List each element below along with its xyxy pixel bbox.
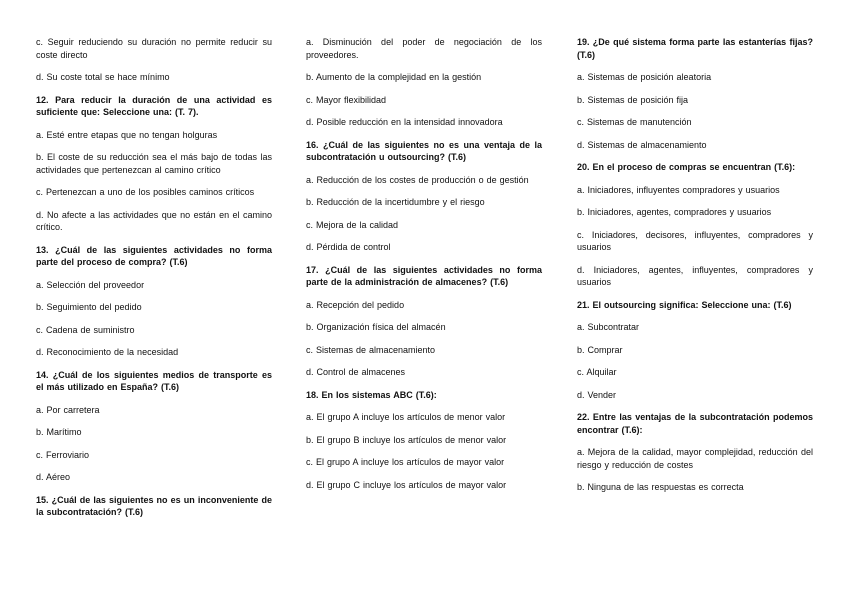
question-text: 21. El outsourcing significa: Seleccione una: (T.6)	[577, 299, 792, 310]
text-column-left	[36, 36, 272, 529]
answer-option: c. Sistemas de manutención	[577, 117, 692, 127]
answer-option: b. Iniciadores, agentes, compradores y usuarios	[577, 207, 772, 217]
answer-option: c. El grupo A incluye los artículos de mayor valor	[306, 457, 505, 467]
answer-option: b. Reducción de la incertidumbre y el riesgo	[306, 197, 485, 207]
question-text: 16. ¿Cuál de las siguientes no es una ventaja de la subcontratación u outsourcing? (T.6)	[306, 139, 542, 162]
answer-option: a. El grupo A incluye los artículos de menor valor	[306, 412, 506, 422]
answer-option: d. No afecte a las actividades que no están en el camino crítico.	[36, 209, 272, 232]
answer-option: a. Iniciadores, influyentes compradores y usuarios	[577, 184, 780, 195]
answer-option: c. Mayor flexibilidad	[306, 94, 387, 105]
answer-option: b. Comprar	[577, 344, 623, 355]
answer-option: b. Seguimiento del pedido	[36, 302, 142, 312]
question-text: 20. En el proceso de compras se encuentran (T.6):	[577, 162, 796, 172]
answer-option: c. Seguir reduciendo su duración no permite reducir su coste directo	[36, 37, 272, 60]
text-column-middle	[306, 36, 542, 501]
answer-option: b. Sistemas de posición fija	[577, 94, 689, 105]
answer-option: c. Cadena de suministro	[36, 324, 135, 335]
answer-option: c. Sistemas de almacenamiento	[306, 344, 436, 355]
answer-option: b. Aumento de la complejidad en la gestión	[306, 72, 482, 82]
text-column-right	[577, 36, 813, 504]
answer-option: b. Ninguna de las respuestas es correcta	[577, 482, 744, 492]
answer-option: c. Alquilar	[577, 367, 617, 377]
answer-option: c. Iniciadores, decisores, influyentes, compradores y usuarios	[577, 229, 813, 252]
answer-option: c. Pertenezcan a uno de los posibles caminos críticos	[36, 187, 255, 197]
question-text: 12. Para reducir la duración de una actividad es suficiente que: Seleccione una: (T. 7).	[36, 94, 272, 117]
question-text: 19. ¿De qué sistema forma parte las estanterías fijas? (T.6)	[577, 37, 813, 60]
answer-option: d. Control de almacenes	[306, 367, 406, 377]
answer-option: c. Ferroviario	[36, 449, 90, 460]
answer-option: d. Iniciadores, agentes, influyentes, compradores y usuarios	[577, 264, 813, 287]
question-text: 13. ¿Cuál de las siguientes actividades no forma parte del proceso de compra? (T.6)	[36, 244, 272, 267]
answer-option: d. Aéreo	[36, 472, 71, 482]
answer-option: a. Recepción del pedido	[306, 299, 405, 310]
answer-option: a. Reducción de los costes de producción o de gestión	[306, 174, 529, 185]
answer-option: d. Posible reducción en la intensidad innovadora	[306, 117, 503, 127]
answer-option: d. Reconocimiento de la necesidad	[36, 347, 179, 357]
answer-option: b. El coste de su reducción sea el más bajo de todas las actividades que pertenezcan al camino crítico	[36, 152, 272, 175]
answer-option: b. Organización física del almacén	[306, 322, 446, 332]
answer-option: d. Sistemas de almacenamiento	[577, 139, 707, 150]
answer-option: d. El grupo C incluye los artículos de mayor valor	[306, 479, 507, 490]
answer-option: b. Marítimo	[36, 427, 82, 437]
question-text: 15. ¿Cuál de las siguientes no es un inconveniente de la subcontratación? (T.6)	[36, 494, 272, 517]
answer-option: a. Por carretera	[36, 404, 100, 415]
answer-option: a. Subcontratar	[577, 322, 640, 332]
question-text: 22. Entre las ventajas de la subcontratación podemos encontrar (T.6):	[577, 412, 813, 435]
answer-option: d. Vender	[577, 389, 617, 400]
answer-option: a. Mejora de la calidad, mayor complejidad, reducción del riesgo y reducción de costes	[577, 447, 813, 470]
answer-option: a. Disminución del poder de negociación de los proveedores.	[306, 37, 542, 60]
answer-option: c. Mejora de la calidad	[306, 219, 399, 230]
question-text: 18. En los sistemas ABC (T.6):	[306, 389, 437, 400]
question-text: 17. ¿Cuál de las siguientes actividades no forma parte de la administración de almacenes? (T.6)	[306, 264, 542, 287]
answer-option: d. Su coste total se hace mínimo	[36, 72, 170, 82]
answer-option: d. Pérdida de control	[306, 242, 391, 252]
answer-option: b. El grupo B incluye los artículos de menor valor	[306, 434, 507, 445]
question-text: 14. ¿Cuál de los siguientes medios de transporte es el más utilizado en España? (T.6)	[36, 369, 272, 392]
answer-option: a. Selección del proveedor	[36, 279, 145, 290]
answer-option: a. Sistemas de posición aleatoria	[577, 72, 712, 82]
answer-option: a. Esté entre etapas que no tengan holguras	[36, 129, 218, 140]
